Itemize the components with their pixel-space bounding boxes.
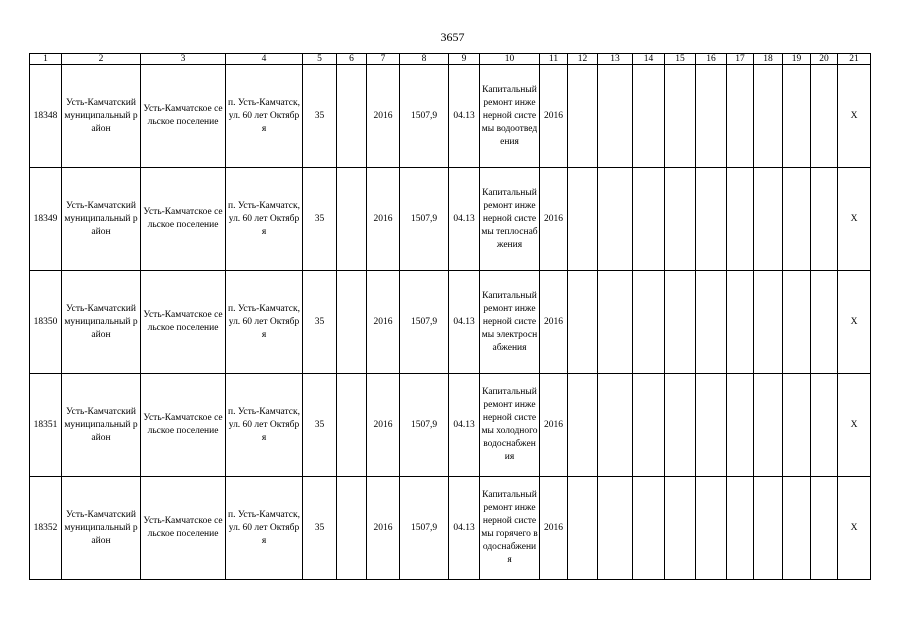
table-row (30, 168, 871, 271)
column-header-19: 19 (783, 54, 811, 65)
col20-cell (811, 477, 838, 580)
column-header-14: 14 (633, 54, 665, 65)
col19-cell (783, 477, 811, 580)
col14-cell (633, 65, 665, 168)
col20-cell (811, 168, 838, 271)
column-header-8: 8 (400, 54, 449, 65)
mark-cell: X (838, 477, 871, 580)
address-cell: п. Усть-Камчатск, ул. 60 лет Октября (226, 271, 303, 374)
col16-cell (696, 477, 727, 580)
col15-cell (665, 374, 696, 477)
settlement-cell: Усть-Камчатское сельское поселение (141, 271, 226, 374)
row-number: 18348 (30, 65, 62, 168)
col12-cell (568, 65, 598, 168)
column-header-2: 2 (62, 54, 141, 65)
work-type-cell: Капитальный ремонт инженерной системы холодного водоснабжения (480, 374, 540, 477)
col15-cell (665, 271, 696, 374)
col14-cell (633, 477, 665, 580)
address-cell: п. Усть-Камчатск, ул. 60 лет Октября (226, 374, 303, 477)
col18-cell (754, 168, 783, 271)
col17-cell (727, 477, 754, 580)
col16-cell (696, 168, 727, 271)
area-cell: 1507,9 (400, 271, 449, 374)
col5-cell: 35 (303, 271, 337, 374)
column-header-1: 1 (30, 54, 62, 65)
col16-cell (696, 374, 727, 477)
district-cell: Усть-Камчатский муниципальный район (62, 65, 141, 168)
col19-cell (783, 168, 811, 271)
row-number: 18350 (30, 271, 62, 374)
code-cell: 04.13 (449, 168, 480, 271)
code-cell: 04.13 (449, 374, 480, 477)
settlement-cell: Усть-Камчатское сельское поселение (141, 374, 226, 477)
column-header-18: 18 (754, 54, 783, 65)
column-header-12: 12 (568, 54, 598, 65)
col6-cell (337, 168, 367, 271)
work-type-cell: Капитальный ремонт инженерной системы горячего водоснабжения (480, 477, 540, 580)
col5-cell: 35 (303, 374, 337, 477)
col14-cell (633, 168, 665, 271)
column-header-5: 5 (303, 54, 337, 65)
settlement-cell: Усть-Камчатское сельское поселение (141, 477, 226, 580)
row-number: 18352 (30, 477, 62, 580)
col20-cell (811, 65, 838, 168)
work-year-cell: 2016 (540, 374, 568, 477)
col6-cell (337, 374, 367, 477)
address-cell: п. Усть-Камчатск, ул. 60 лет Октября (226, 65, 303, 168)
col13-cell (598, 65, 633, 168)
area-cell: 1507,9 (400, 374, 449, 477)
col17-cell (727, 168, 754, 271)
column-header-21: 21 (838, 54, 871, 65)
settlement-cell: Усть-Камчатское сельское поселение (141, 65, 226, 168)
settlement-cell: Усть-Камчатское сельское поселение (141, 168, 226, 271)
column-header-10: 10 (480, 54, 540, 65)
work-type-cell: Капитальный ремонт инженерной системы водоотведения (480, 65, 540, 168)
work-year-cell: 2016 (540, 168, 568, 271)
col13-cell (598, 374, 633, 477)
col18-cell (754, 271, 783, 374)
area-cell: 1507,9 (400, 477, 449, 580)
table-row (30, 65, 871, 168)
register-table (29, 53, 871, 580)
col19-cell (783, 271, 811, 374)
mark-cell: X (838, 271, 871, 374)
mark-cell: X (838, 374, 871, 477)
column-header-16: 16 (696, 54, 727, 65)
area-cell: 1507,9 (400, 65, 449, 168)
column-header-17: 17 (727, 54, 754, 65)
col6-cell (337, 271, 367, 374)
col16-cell (696, 65, 727, 168)
col15-cell (665, 65, 696, 168)
work-type-cell: Капитальный ремонт инженерной системы теплоснабжения (480, 168, 540, 271)
year-cell: 2016 (367, 477, 400, 580)
table-row (30, 374, 871, 477)
col12-cell (568, 168, 598, 271)
col13-cell (598, 477, 633, 580)
col18-cell (754, 65, 783, 168)
area-cell: 1507,9 (400, 168, 449, 271)
work-year-cell: 2016 (540, 271, 568, 374)
col5-cell: 35 (303, 477, 337, 580)
col12-cell (568, 271, 598, 374)
row-number: 18351 (30, 374, 62, 477)
row-number: 18349 (30, 168, 62, 271)
col5-cell: 35 (303, 65, 337, 168)
mark-cell: X (838, 65, 871, 168)
column-header-20: 20 (811, 54, 838, 65)
column-number-row (30, 54, 871, 65)
col19-cell (783, 65, 811, 168)
code-cell: 04.13 (449, 271, 480, 374)
col5-cell: 35 (303, 168, 337, 271)
col20-cell (811, 271, 838, 374)
column-header-11: 11 (540, 54, 568, 65)
page-number: 3657 (440, 30, 465, 44)
table-row (30, 271, 871, 374)
year-cell: 2016 (367, 271, 400, 374)
address-cell: п. Усть-Камчатск, ул. 60 лет Октября (226, 168, 303, 271)
col12-cell (568, 374, 598, 477)
year-cell: 2016 (367, 168, 400, 271)
col13-cell (598, 271, 633, 374)
column-header-6: 6 (337, 54, 367, 65)
column-header-13: 13 (598, 54, 633, 65)
col18-cell (754, 477, 783, 580)
work-year-cell: 2016 (540, 477, 568, 580)
work-year-cell: 2016 (540, 65, 568, 168)
col17-cell (727, 271, 754, 374)
col19-cell (783, 374, 811, 477)
col6-cell (337, 477, 367, 580)
district-cell: Усть-Камчатский муниципальный район (62, 374, 141, 477)
col14-cell (633, 374, 665, 477)
col16-cell (696, 271, 727, 374)
column-header-9: 9 (449, 54, 480, 65)
column-header-4: 4 (226, 54, 303, 65)
column-header-3: 3 (141, 54, 226, 65)
district-cell: Усть-Камчатский муниципальный район (62, 477, 141, 580)
district-cell: Усть-Камчатский муниципальный район (62, 271, 141, 374)
col17-cell (727, 65, 754, 168)
district-cell: Усть-Камчатский муниципальный район (62, 168, 141, 271)
col18-cell (754, 374, 783, 477)
col20-cell (811, 374, 838, 477)
table-row (30, 477, 871, 580)
address-cell: п. Усть-Камчатск, ул. 60 лет Октября (226, 477, 303, 580)
work-type-cell: Капитальный ремонт инженерной системы электроснабжения (480, 271, 540, 374)
col15-cell (665, 477, 696, 580)
column-header-15: 15 (665, 54, 696, 65)
col14-cell (633, 271, 665, 374)
year-cell: 2016 (367, 65, 400, 168)
col12-cell (568, 477, 598, 580)
column-header-7: 7 (367, 54, 400, 65)
mark-cell: X (838, 168, 871, 271)
col15-cell (665, 168, 696, 271)
col17-cell (727, 374, 754, 477)
col13-cell (598, 168, 633, 271)
col6-cell (337, 65, 367, 168)
code-cell: 04.13 (449, 65, 480, 168)
code-cell: 04.13 (449, 477, 480, 580)
year-cell: 2016 (367, 374, 400, 477)
